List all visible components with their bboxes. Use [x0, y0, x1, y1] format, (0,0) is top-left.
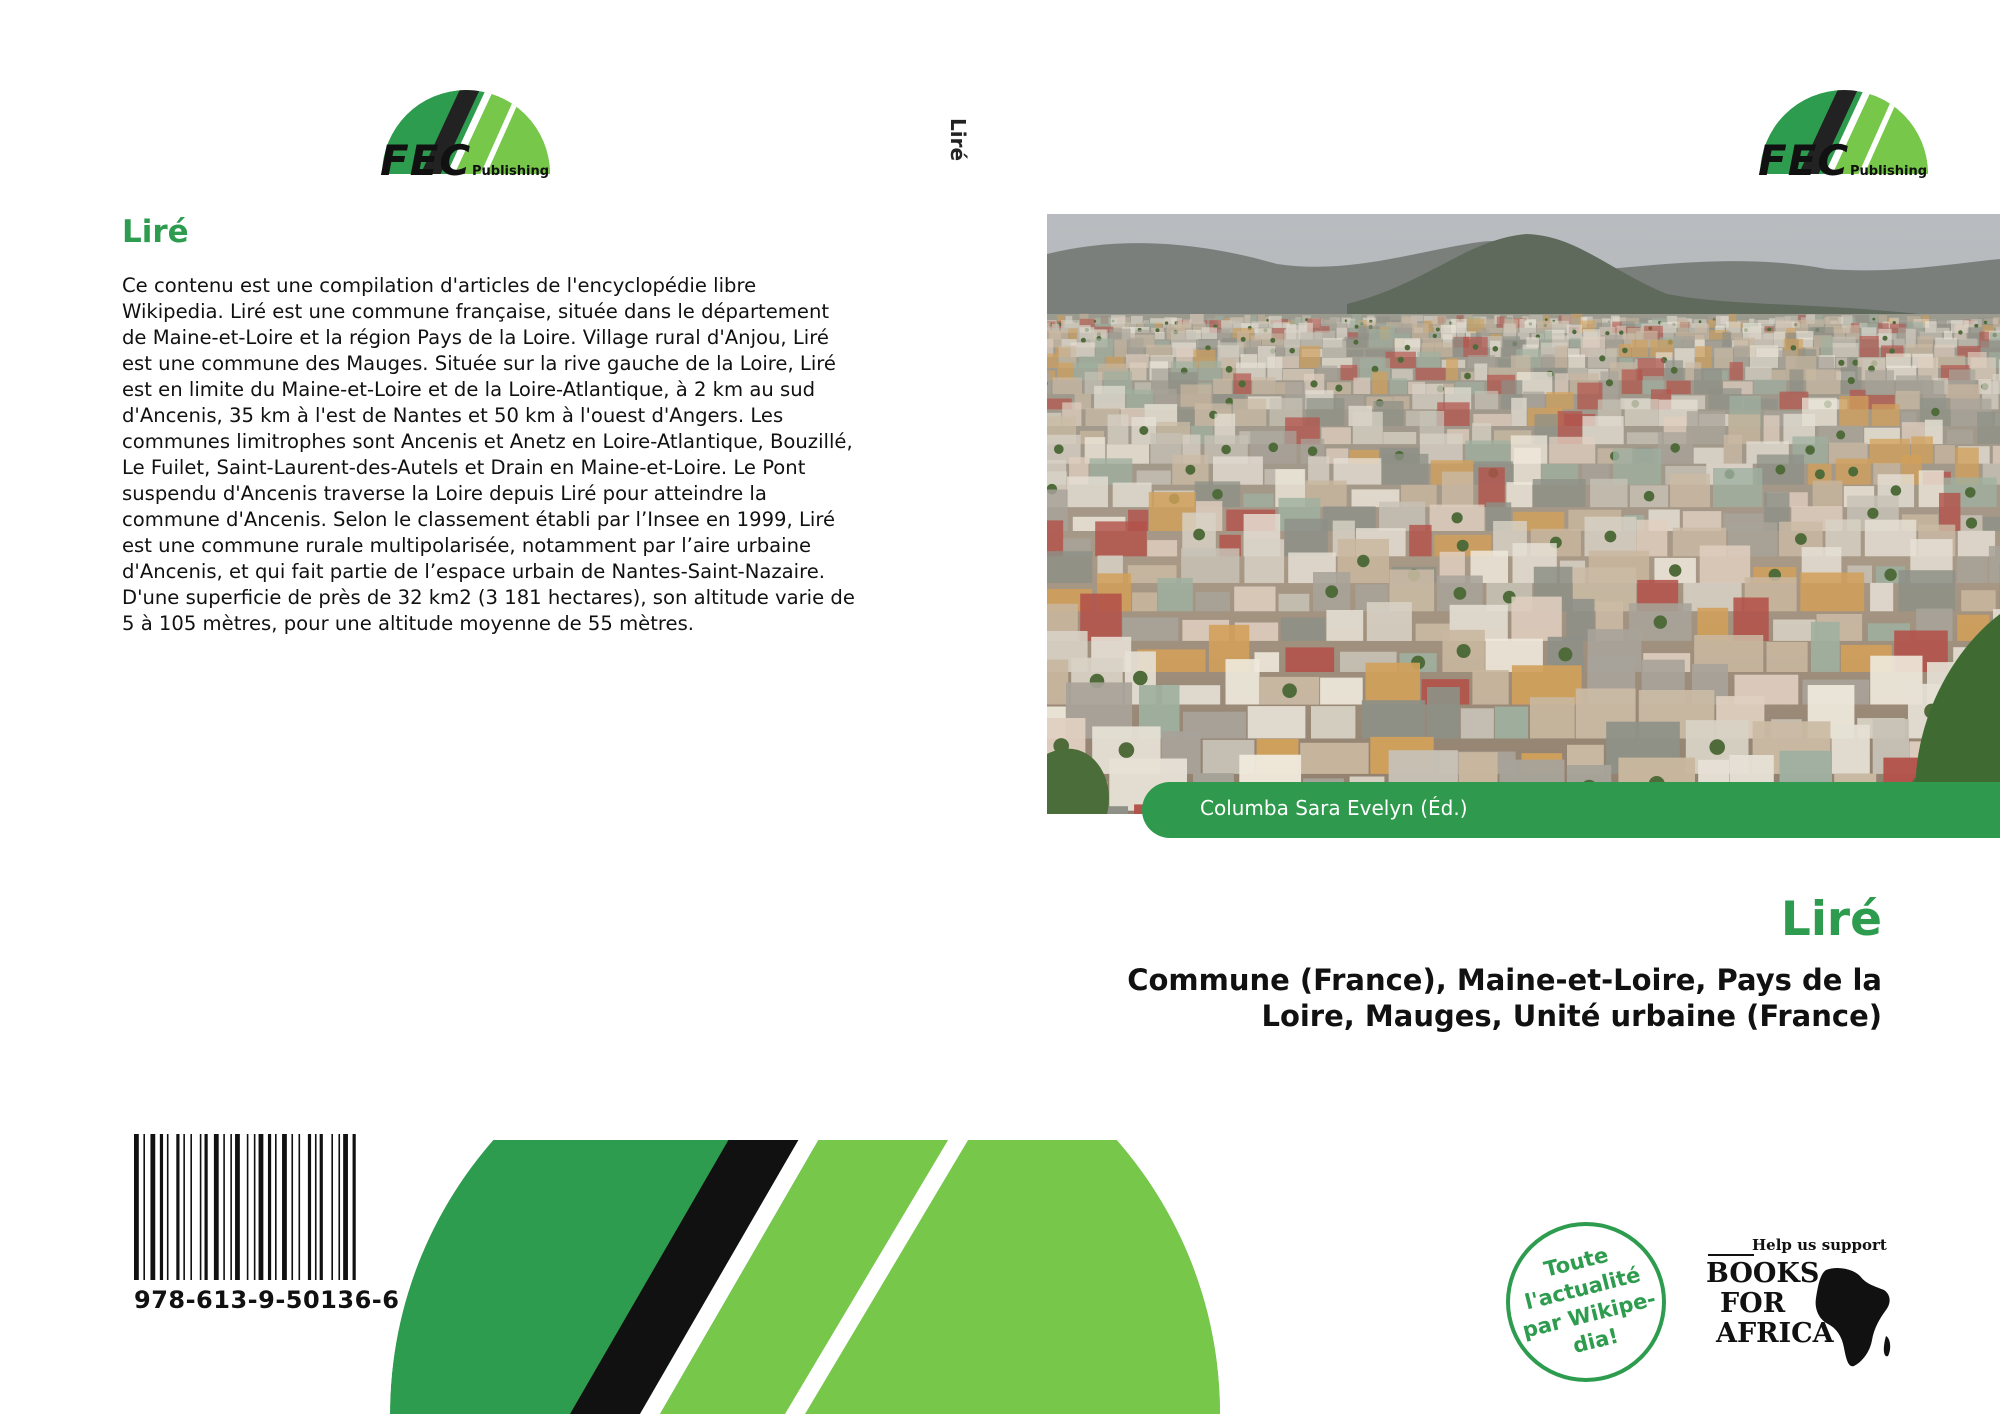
publisher-logo-back	[376, 72, 556, 184]
barcode	[134, 1134, 404, 1280]
bfa-word-books: BOOKS	[1706, 1258, 1820, 1289]
logo-text: FEC	[380, 136, 472, 185]
logo-text: FEC	[1758, 136, 1850, 185]
bfa-tagline: Help us support	[1752, 1236, 1887, 1254]
bfa-word-for: FOR	[1720, 1288, 1786, 1319]
front-cover-subtitle: Commune (France), Maine-et-Loire, Pays de la Loire, Mauges, Unité urbaine (France)	[1127, 963, 1882, 1033]
back-cover-title: Liré	[122, 214, 189, 250]
cover-photo-city	[1047, 214, 2000, 814]
publisher-logo-front	[1754, 72, 1934, 184]
divider	[1708, 1254, 1754, 1256]
bfa-word-africa: AFRICA	[1716, 1318, 1834, 1349]
back-cover-description: Ce contenu est une compilation d'articles de l'encyclopédie libre Wikipedia. Liré est une commune française, située dans le département de Maine-et-Loire et la région Pays de la Loire. Village rural d'Anjou, Liré est une commune des Mauges. Située sur la rive gauche de la Loire, Liré est en limite du Maine-et-Loire et de la Loire-Atlantique, à 2 km au sud d'Ancenis, 35 km à l'est de Nantes et 50 km à l'ouest d'Angers. Les communes limitrophes sont Ancenis et Anetz en Loire-Atlantique, Bouzillé, Le Fuilet, Saint-Laurent-des-Autels et Drain en Maine-et-Loire. Le Pont suspendu d'Ancenis traverse la Loire depuis Liré pour atteindre la commune d'Ancenis. Selon le classement établi par l’Insee en 1999, Liré est une commune rurale multipolarisée, notamment par l’aire urbaine d'Ancenis, et qui fait partie de l’espace urbain de Nantes-Saint-Nazaire. D'une superficie de près de 32 km2 (3 181 hectares), son altitude varie de 5 à 105 mètres, pour une altitude moyenne de 55 mètres.	[122, 274, 855, 635]
wikipedia-stamp	[1506, 1222, 1666, 1382]
spine-title: Liré	[946, 118, 970, 162]
logo-subtext: Publishing	[472, 164, 550, 179]
wikipedia-stamp-text: Toute l'actualité par Wikipe-dia!	[1520, 1242, 1659, 1359]
books-for-africa-logo	[1706, 1236, 1892, 1372]
cover-author: Columba Sara Evelyn (Éd.)	[1200, 796, 1468, 820]
logo-subtext: Publishing	[1850, 164, 1928, 179]
front-cover-title: Liré	[1780, 892, 1882, 947]
publisher-fan-decoration	[390, 1140, 1220, 1414]
isbn-number: 978-613-9-50136-6	[134, 1286, 400, 1314]
